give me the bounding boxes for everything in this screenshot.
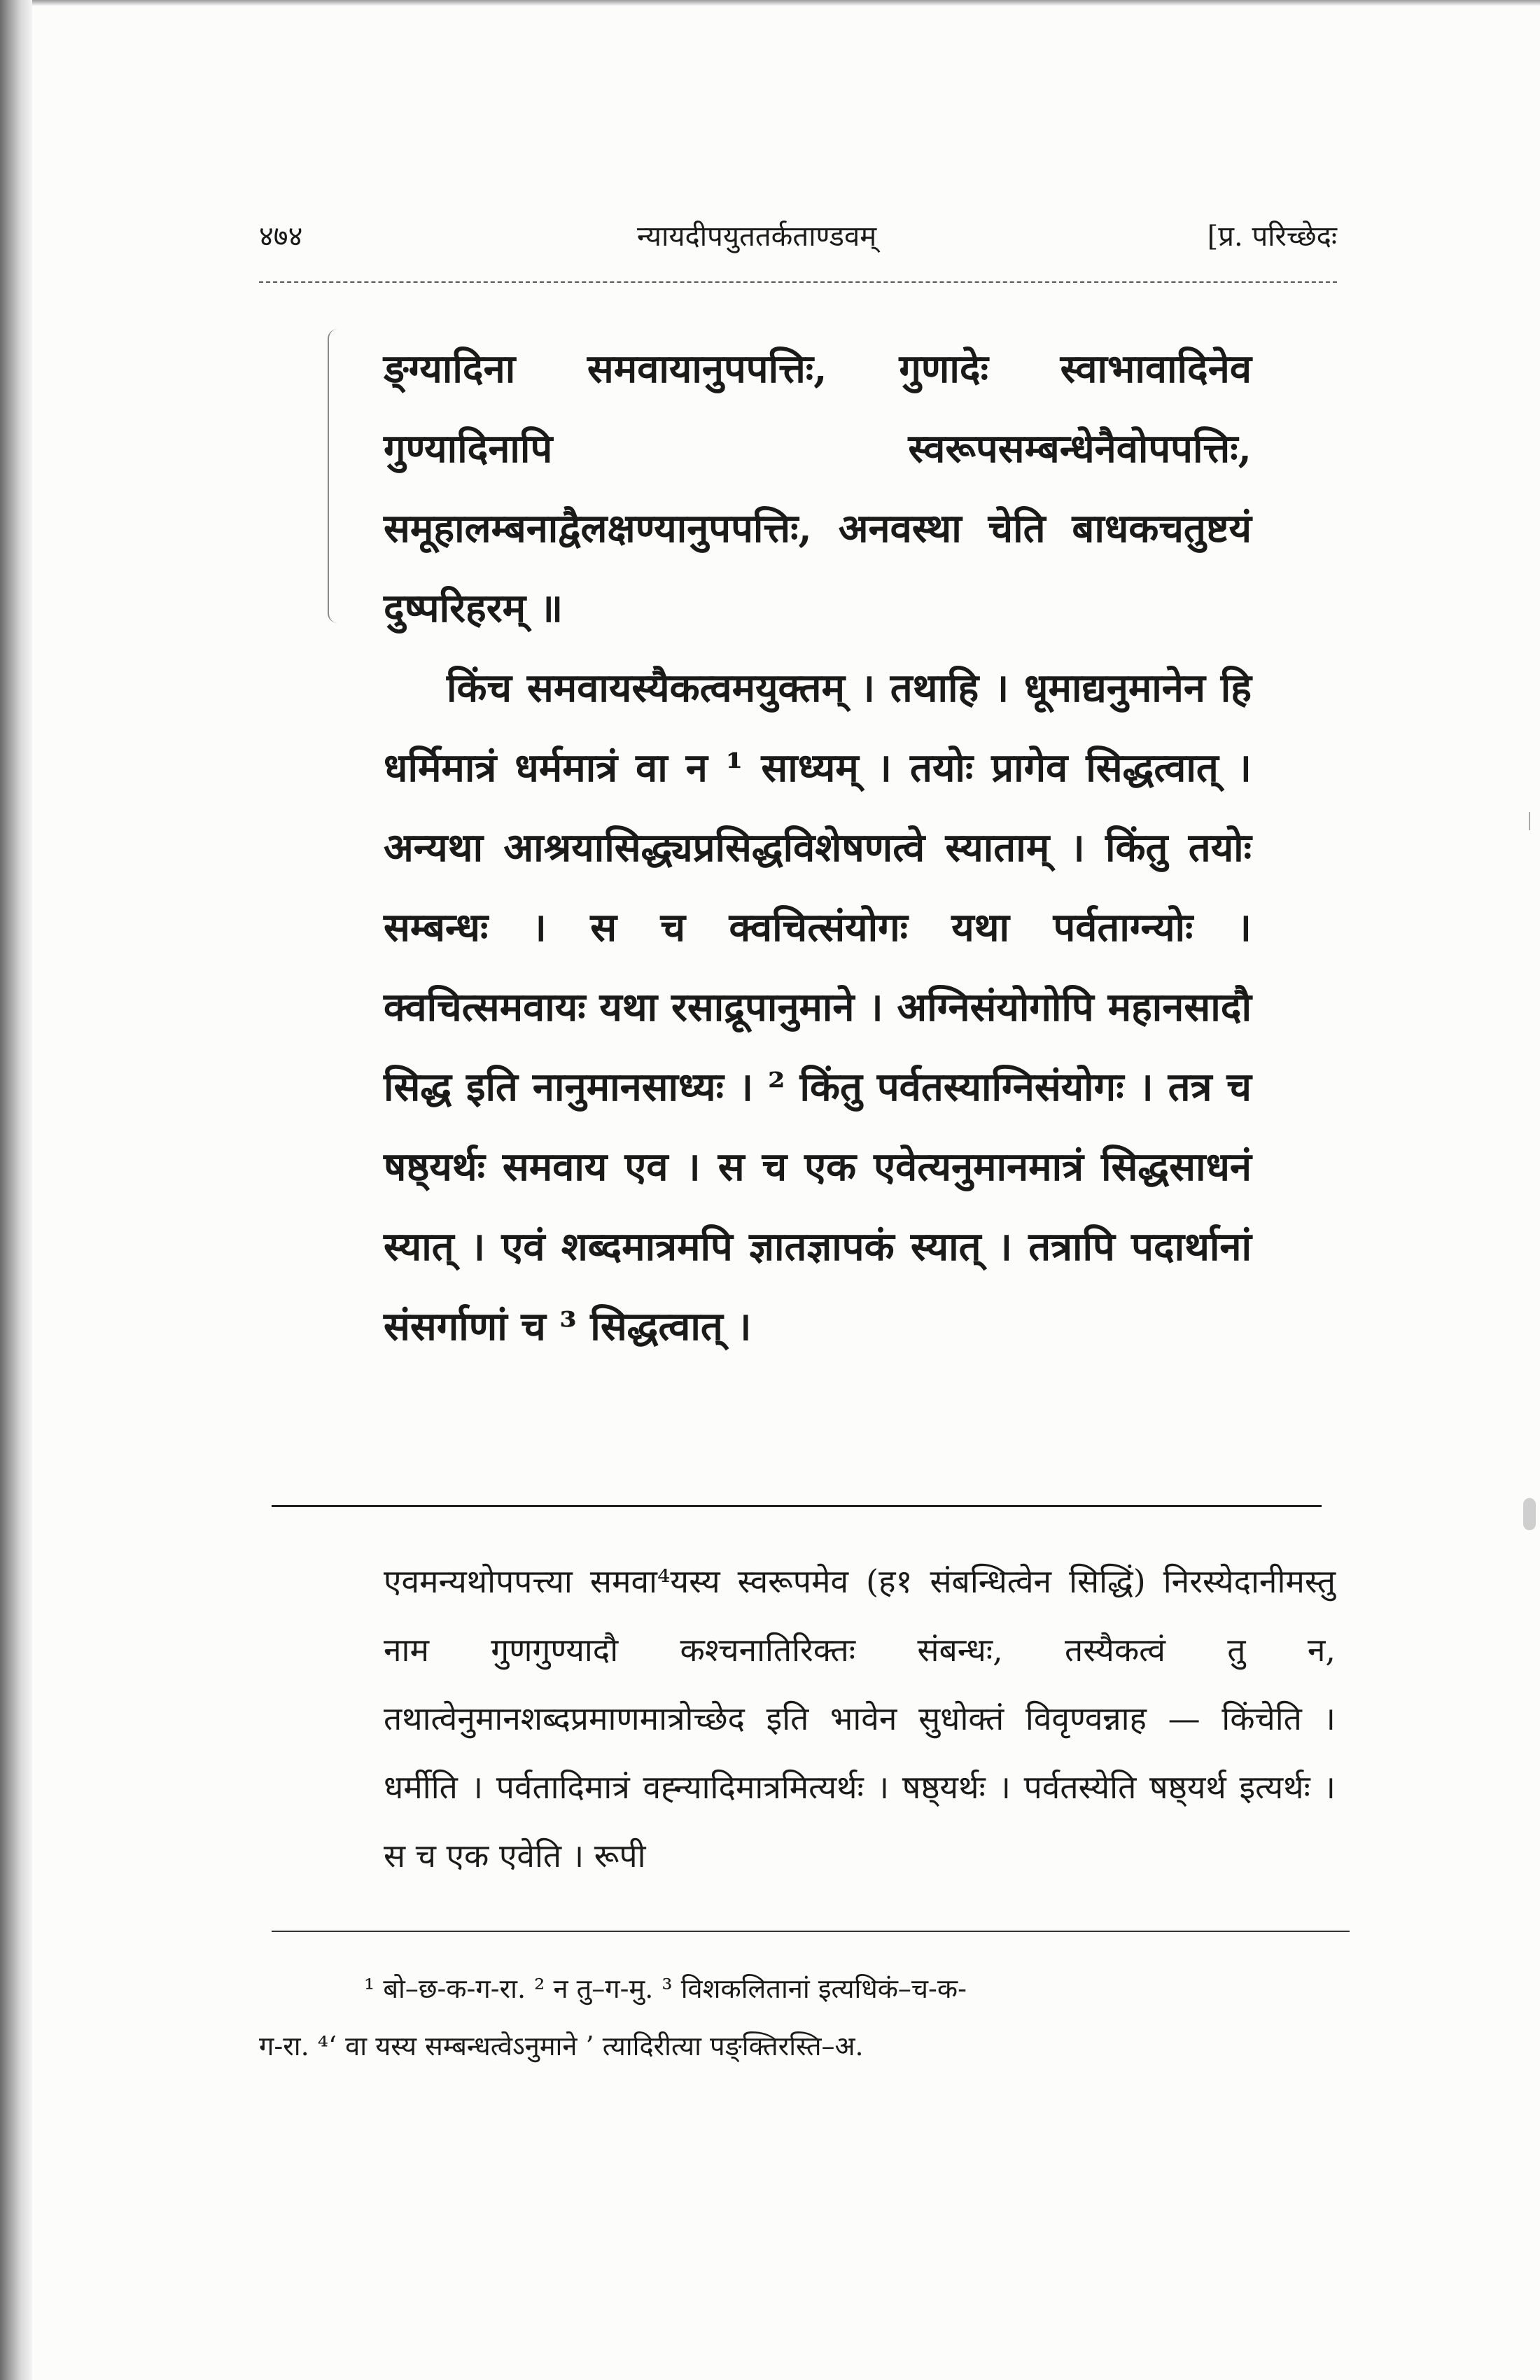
text-commentary-divider <box>272 1505 1322 1507</box>
page-number: ४७४ <box>259 220 303 253</box>
footnote-rule <box>272 1931 1350 1932</box>
section-label: [प्र. परिच्छेदः <box>1207 220 1337 253</box>
paper-blemish <box>1523 1498 1536 1530</box>
margin-bracket <box>328 329 346 623</box>
top-edge-shadow <box>32 0 1540 6</box>
footnote-line-1: ¹ बो–छ-क-ग-रा. ² न तु–ग-मु. ³ विशकलितानां इत्यधिकं–च-क- <box>364 1973 967 2004</box>
footnote-line-2: ग-रा. ⁴‘ वा यस्य सम्बन्धत्वेऽनुमाने ’ त्यादिरीत्या पङ्क्तिरस्ति–अ. <box>259 2031 864 2062</box>
running-title: न्यायदीपयुततर्कताण्डवम् <box>637 220 877 253</box>
binding-edge-shadow <box>0 0 32 2380</box>
running-header <box>259 216 1337 265</box>
paper-mark <box>1522 812 1530 830</box>
main-paragraph-1: ङ्ग्यादिना समवायानुपपत्तिः, गुणादेः स्वाभावादिनेव गुण्यादिनापि स्वरूपसम्बन्धेनैवोपपत्तिः, समूहालम्बनाद्वैलक्षण्यानुपपत्तिः, अनवस्था चेति बाधकचतुष्टयं दुष्परिहरम् ॥ <box>384 346 1252 631</box>
main-paragraph-2: किंच समवायस्यैकत्वमयुक्तम् । तथाहि । धूमाद्यनुमानेन हि धर्मिमात्रं धर्ममात्रं वा न ¹ साध्यम् । तयोः प्रागेव सिद्धत्वात् । अन्यथा आश्रयासिद्ध्यप्रसिद्धविशेषणत्वे स्याताम् । किंतु तयोः सम्बन्धः । स च क्वचित्संयोगः यथा पर्वताग्न्योः । क्वचित्समवायः यथा रसाद्रूपानुमाने । अग्निसंयोगोपि महानसादौ सिद्ध इति नानुमानसाध्यः । ² किंतु पर्वतस्याग्निसंयोगः । तत्र च षष्ठ्यर्थः समवाय एव । स च एक एवेत्यनुमानमात्रं सिद्धसाधनं स्यात् । एवं शब्दमात्रमपि ज्ञातज्ञापकं स्यात् । तत्रापि पदार्थानां संसर्गाणां च ³ सिद्धत्वात् । <box>384 665 1252 1350</box>
main-text <box>384 329 1252 1366</box>
header-rule <box>259 281 1337 283</box>
commentary-paragraph: एवमन्यथोपपत्त्या समवा⁴यस्य स्वरूपमेव (ह१ संबन्धित्वेन सिद्धिं) निरस्येदानीमस्तु नाम गुणगुण्यादौ कश्चनातिरिक्तः संबन्धः, तस्यैकत्वं तु न, तथात्वेनुमानशब्दप्रमाणमात्रोच्छेद इति भावेन सुधोक्तं विवृण्वन्नाह — किंचेति । धर्मीति । पर्वतादिमात्रं वह्न्यादिमात्रमित्यर्थः । षष्ठ्यर्थः । पर्वतस्येति षष्ठ्यर्थ इत्यर्थः । स च एक एवेति । रूपी <box>384 1562 1336 1875</box>
commentary <box>384 1547 1336 1890</box>
footnotes <box>259 1960 1351 2075</box>
